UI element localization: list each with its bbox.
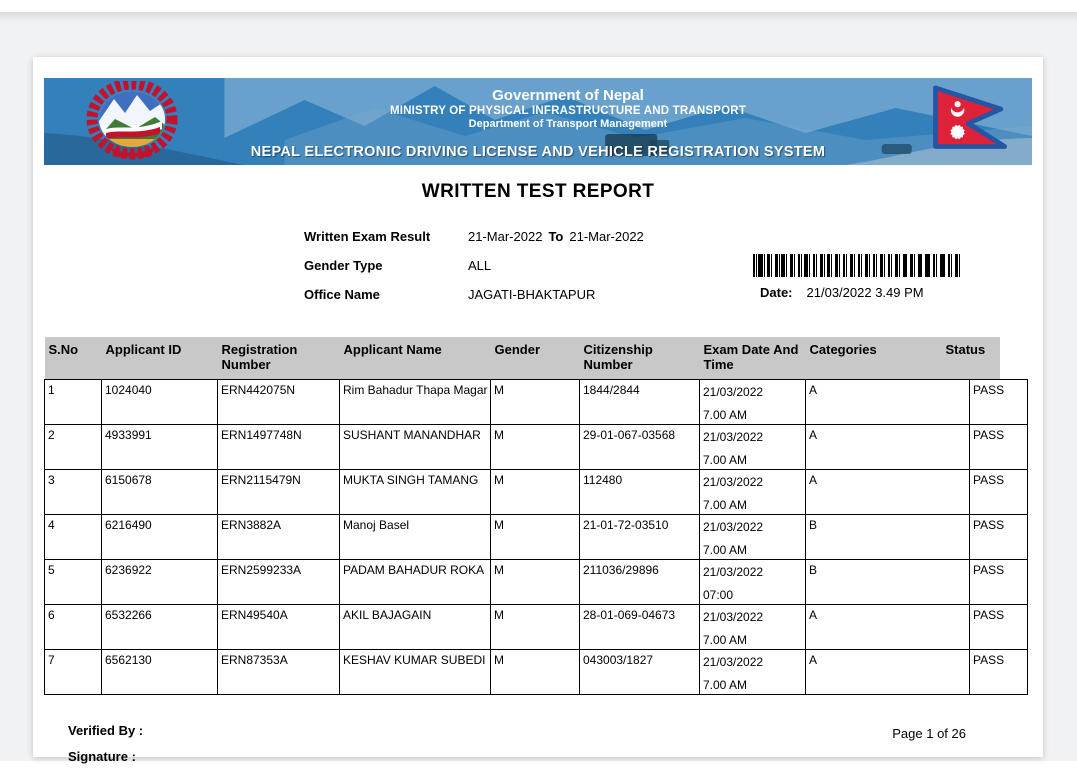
banner-text-block — [114, 87, 1022, 130]
column-header-8: Status — [942, 337, 1000, 380]
table-row — [45, 560, 1028, 605]
cell-status: PASS — [970, 425, 1028, 470]
cell-gender: M — [491, 560, 580, 605]
meta-gender-type — [304, 258, 491, 273]
cell-categories: B — [806, 515, 970, 560]
cell-name: Rim Bahadur Thapa Magar — [340, 380, 491, 425]
cell-status: PASS — [970, 380, 1028, 425]
cell-name: KESHAV KUMAR SUBEDI — [340, 650, 491, 695]
report-footer — [33, 723, 1043, 783]
column-header-2: Registration Number — [218, 337, 340, 380]
verified-by-label: Verified By : — [68, 723, 144, 738]
exam-date: 21/03/2022 — [703, 475, 764, 489]
exam-date: 21/03/2022 — [703, 385, 764, 399]
page-title: WRITTEN TEST REPORT — [421, 181, 655, 202]
cell-name: MUKTA SINGH TAMANG — [340, 470, 491, 515]
cell-applicant_id: 6532266 — [102, 605, 218, 650]
results-table — [44, 337, 1028, 695]
cell-sno: 2 — [45, 425, 102, 470]
cell-sno: 6 — [45, 605, 102, 650]
cell-registration: ERN2115479N — [218, 470, 340, 515]
exam-date: 21/03/2022 — [703, 655, 764, 669]
exam-time: 7.00 AM — [703, 408, 748, 422]
cell-categories: A — [806, 470, 970, 515]
exam-time: 07:00 — [703, 588, 734, 602]
cell-name: AKIL BAJAGAIN — [340, 605, 491, 650]
office-name-label: Office Name — [304, 287, 380, 302]
exam-time: 7.00 AM — [703, 453, 748, 467]
cell-citizenship: 211036/29896 — [580, 560, 700, 605]
cell-sno: 1 — [45, 380, 102, 425]
cell-exam-date-time — [700, 470, 806, 515]
header-banner — [44, 78, 1032, 165]
exam-date-to: 21-Mar-2022 — [569, 229, 644, 244]
cell-citizenship: 29-01-067-03568 — [580, 425, 700, 470]
cell-status: PASS — [970, 560, 1028, 605]
exam-date: 21/03/2022 — [703, 565, 764, 579]
exam-time: 7.00 AM — [703, 633, 748, 647]
report-page — [33, 57, 1043, 764]
exam-date: 21/03/2022 — [703, 610, 764, 624]
cell-name: SUSHANT MANANDHAR — [340, 425, 491, 470]
cell-categories: A — [806, 605, 970, 650]
table-row — [45, 605, 1028, 650]
column-header-0: S.No — [45, 337, 102, 380]
cell-registration: ERN2599233A — [218, 560, 340, 605]
banner-line2: MINISTRY OF PHYSICAL INFRASTRUCTURE AND TRANSPORT — [389, 105, 747, 117]
table-row — [45, 470, 1028, 515]
cell-registration: ERN87353A — [218, 650, 340, 695]
cell-gender: M — [491, 515, 580, 560]
cell-citizenship: 21-01-72-03510 — [580, 515, 700, 560]
cell-applicant_id: 1024040 — [102, 380, 218, 425]
date-value: 21/03/2022 3.49 PM — [806, 285, 924, 300]
cell-exam-date-time — [700, 560, 806, 605]
cell-name: PADAM BAHADUR ROKA — [340, 560, 491, 605]
meta-office-name — [304, 287, 595, 302]
cell-categories: A — [806, 650, 970, 695]
exam-date-from: 21-Mar-2022 — [468, 229, 543, 244]
signature-label: Signature : — [68, 749, 136, 764]
cell-citizenship: 1844/2844 — [580, 380, 700, 425]
cell-exam-date-time — [700, 650, 806, 695]
exam-time: 7.00 AM — [703, 543, 748, 557]
table-row — [45, 515, 1028, 560]
banner-system-title: NEPAL ELECTRONIC DRIVING LICENSE AND VEHICLE REGISTRATION SYSTEM — [250, 144, 826, 160]
cell-exam-date-time — [700, 515, 806, 560]
gender-type-label: Gender Type — [304, 258, 383, 273]
exam-time: 7.00 AM — [703, 678, 748, 692]
meta-exam-result — [304, 229, 644, 244]
cell-exam-date-time — [700, 380, 806, 425]
report-meta — [33, 227, 1043, 319]
cell-applicant_id: 6150678 — [102, 470, 218, 515]
date-label: Date: — [760, 285, 793, 300]
exam-date: 21/03/2022 — [703, 430, 764, 444]
meta-print-date — [760, 285, 924, 300]
table-row — [45, 650, 1028, 695]
cell-applicant_id: 6562130 — [102, 650, 218, 695]
office-name-value: JAGATI-BHAKTAPUR — [468, 287, 596, 302]
exam-time: 7.00 AM — [703, 498, 748, 512]
cell-applicant_id: 4933991 — [102, 425, 218, 470]
cell-exam-date-time — [700, 605, 806, 650]
results-table-body — [45, 380, 1028, 695]
to-label: To — [548, 229, 564, 244]
table-row — [45, 380, 1028, 425]
column-header-7: Categories — [806, 337, 970, 380]
cell-gender: M — [491, 650, 580, 695]
cell-applicant_id: 6236922 — [102, 560, 218, 605]
exam-result-label: Written Exam Result — [304, 229, 431, 244]
cell-status: PASS — [970, 470, 1028, 515]
cell-registration: ERN49540A — [218, 605, 340, 650]
cell-citizenship: 112480 — [580, 470, 700, 515]
cell-gender: M — [491, 605, 580, 650]
cell-registration: ERN442075N — [218, 380, 340, 425]
column-header-4: Gender — [491, 337, 580, 380]
cell-sno: 3 — [45, 470, 102, 515]
results-table-head — [45, 337, 1028, 380]
cell-categories: A — [806, 425, 970, 470]
cell-name: Manoj Basel — [340, 515, 491, 560]
cell-status: PASS — [970, 515, 1028, 560]
cell-gender: M — [491, 380, 580, 425]
cell-registration: ERN1497748N — [218, 425, 340, 470]
cell-sno: 5 — [45, 560, 102, 605]
column-header-3: Applicant Name — [340, 337, 491, 380]
cell-applicant_id: 6216490 — [102, 515, 218, 560]
cell-status: PASS — [970, 650, 1028, 695]
cell-status: PASS — [970, 605, 1028, 650]
cell-categories: B — [806, 560, 970, 605]
cell-gender: M — [491, 425, 580, 470]
banner-line3: Department of Transport Management — [468, 118, 668, 130]
header-row — [45, 337, 1028, 380]
cell-exam-date-time — [700, 425, 806, 470]
column-header-6: Exam Date And Time — [700, 337, 806, 380]
column-header-5: Citizenship Number — [580, 337, 700, 380]
cell-citizenship: 28-01-069-04673 — [580, 605, 700, 650]
cell-categories: A — [806, 380, 970, 425]
nepal-flag-icon — [930, 85, 1014, 158]
app-background — [0, 12, 1077, 764]
page-number: Page 1 of 26 — [892, 726, 966, 741]
cell-sno: 7 — [45, 650, 102, 695]
table-row — [45, 425, 1028, 470]
exam-date: 21/03/2022 — [703, 520, 764, 534]
cell-citizenship: 043003/1827 — [580, 650, 700, 695]
column-header-1: Applicant ID — [102, 337, 218, 380]
cell-gender: M — [491, 470, 580, 515]
barcode-icon — [753, 254, 963, 277]
cell-sno: 4 — [45, 515, 102, 560]
gender-type-value: ALL — [468, 258, 492, 273]
banner-line1: Government of Nepal — [492, 87, 644, 104]
cell-registration: ERN3882A — [218, 515, 340, 560]
